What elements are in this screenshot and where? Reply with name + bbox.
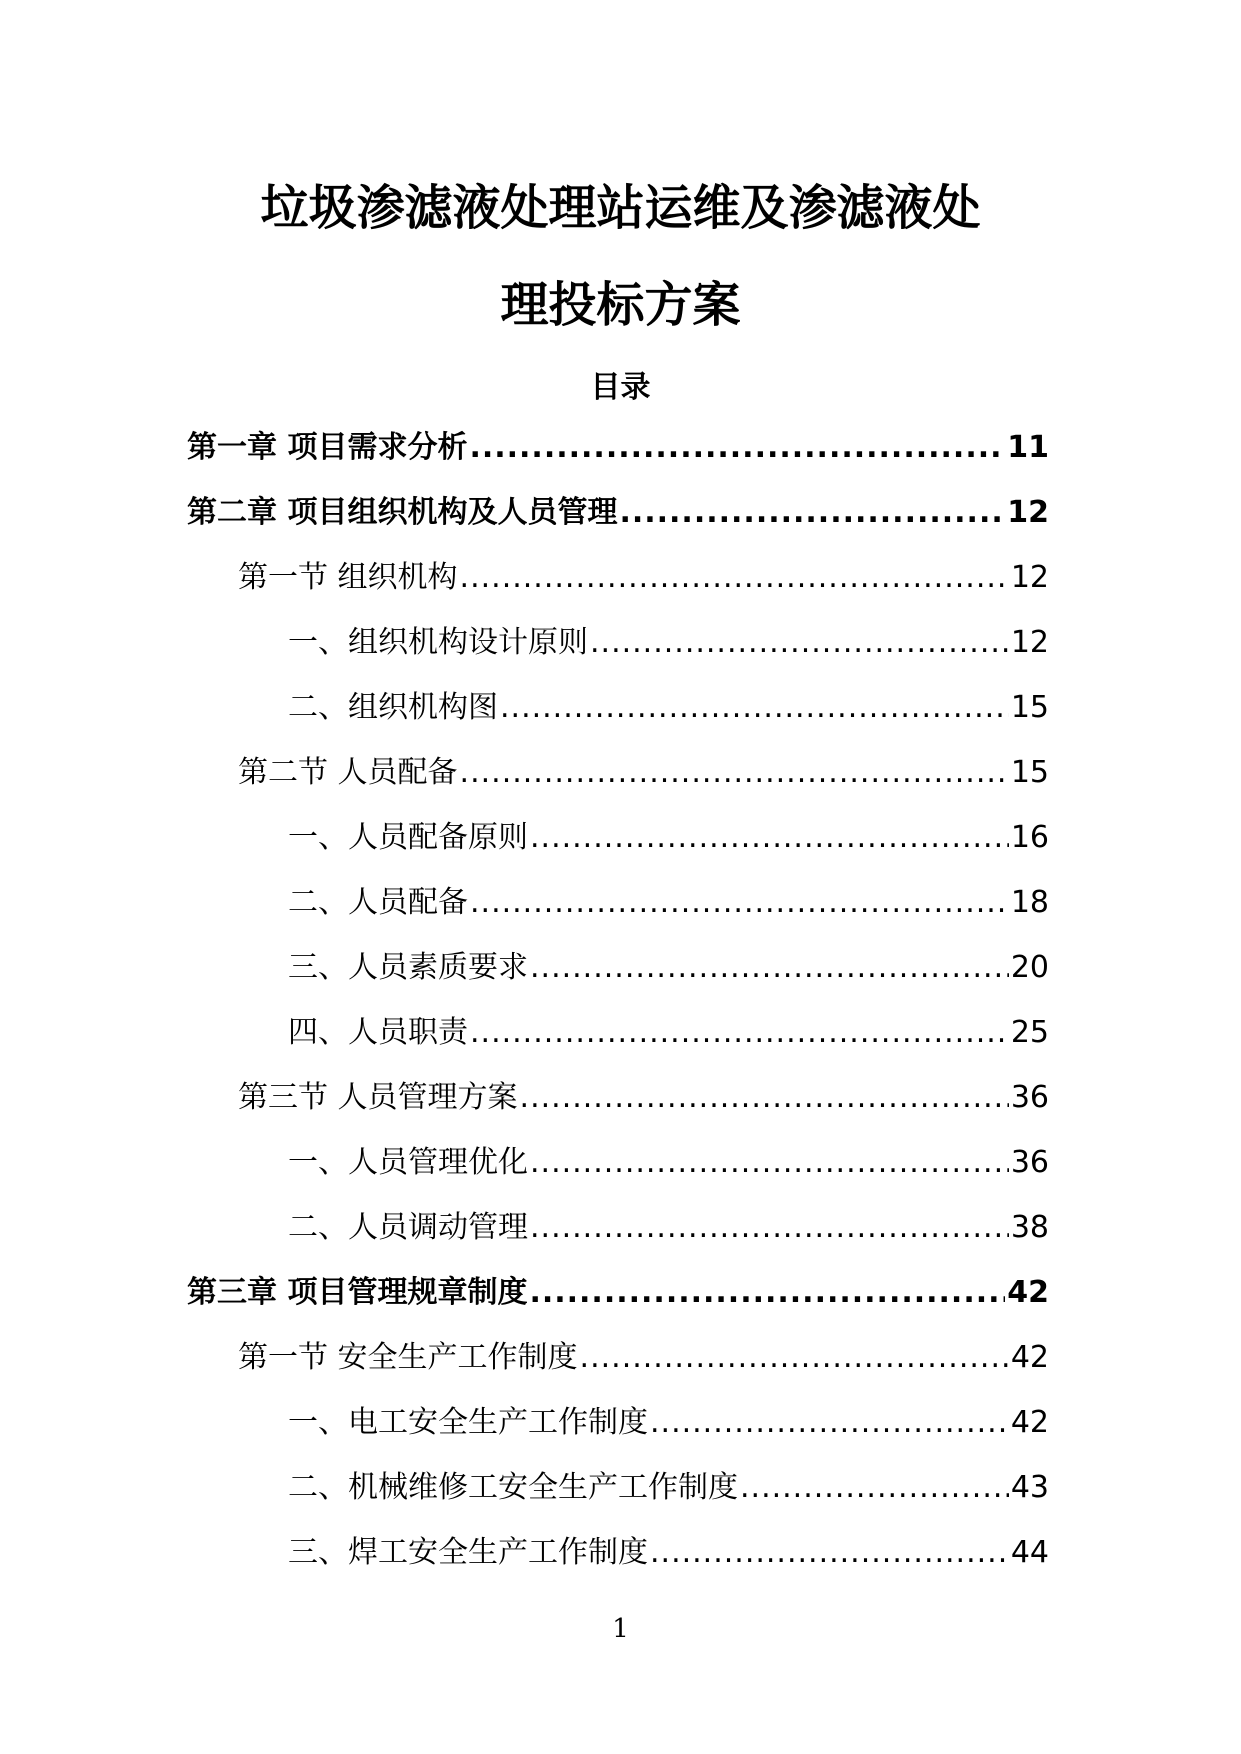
- toc-entry-page: 12: [1010, 560, 1049, 595]
- toc-leader-dots: [580, 1338, 1009, 1378]
- toc-entry-page: 38: [1010, 1210, 1049, 1245]
- toc-leader-dots: [460, 558, 1009, 598]
- toc-entry[interactable]: [187, 428, 1049, 493]
- toc-entry-page: 18: [1010, 885, 1049, 920]
- toc-entry-label: 一、人员管理优化: [288, 1145, 528, 1180]
- toc-entry-label: 一、电工安全生产工作制度: [288, 1405, 648, 1440]
- toc-entry[interactable]: [288, 1468, 1049, 1533]
- toc-entry-label: 第一节 组织机构: [238, 560, 458, 595]
- toc-leader-dots: [530, 1143, 1009, 1183]
- toc-leader-dots: [650, 1533, 1009, 1573]
- toc-entry-label: 第三章 项目管理规章制度: [187, 1275, 528, 1310]
- toc-leader-dots: [529, 1273, 1005, 1313]
- toc-leader-dots: [619, 493, 1005, 533]
- toc-leader-dots: [530, 948, 1009, 988]
- toc-entry-page: 42: [1007, 1275, 1049, 1310]
- toc-entry-label: 第三节 人员管理方案: [238, 1080, 518, 1115]
- toc-entry[interactable]: [187, 1273, 1049, 1338]
- toc-entry-page: 36: [1010, 1145, 1049, 1180]
- toc-leader-dots: [530, 818, 1009, 858]
- toc-entry-page: 12: [1007, 495, 1049, 530]
- toc-leader-dots: [530, 1208, 1009, 1248]
- toc-entry-label: 第一章 项目需求分析: [187, 430, 468, 465]
- toc-entry[interactable]: [288, 1208, 1049, 1273]
- toc-leader-dots: [740, 1468, 1009, 1508]
- document-title-line-1: 垃圾渗滤液处理站运维及渗滤液处: [260, 180, 981, 236]
- toc-entry-page: 44: [1010, 1535, 1049, 1570]
- toc-entry-page: 15: [1010, 755, 1049, 790]
- toc-entry-page: 43: [1010, 1470, 1049, 1505]
- document-title-line-2: 理投标方案: [500, 277, 741, 333]
- toc-entry[interactable]: [238, 753, 1049, 818]
- toc-entry[interactable]: [288, 688, 1049, 753]
- toc-entry-label: 三、人员素质要求: [288, 950, 528, 985]
- toc-entry-page: 42: [1010, 1405, 1049, 1440]
- toc-leader-dots: [650, 1403, 1009, 1443]
- toc-entry[interactable]: [238, 558, 1049, 623]
- toc-entry-label: 第二节 人员配备: [238, 755, 458, 790]
- toc-entry-label: 一、组织机构设计原则: [288, 625, 588, 660]
- toc-entry[interactable]: [238, 1338, 1049, 1403]
- toc-leader-dots: [470, 1013, 1009, 1053]
- toc-entry-page: 25: [1010, 1015, 1049, 1050]
- toc-entry-label: 二、人员配备: [288, 885, 468, 920]
- toc-leader-dots: [470, 883, 1009, 923]
- toc-entry-page: 12: [1010, 625, 1049, 660]
- toc-entry-label: 二、组织机构图: [288, 690, 498, 725]
- toc-entry[interactable]: [288, 1013, 1049, 1078]
- toc-entry-label: 第一节 安全生产工作制度: [238, 1340, 578, 1375]
- toc-entry[interactable]: [288, 948, 1049, 1013]
- toc-entry[interactable]: [288, 883, 1049, 948]
- toc-entry-page: 15: [1010, 690, 1049, 725]
- toc-entry[interactable]: [288, 1143, 1049, 1208]
- toc-entry[interactable]: [288, 1533, 1049, 1598]
- toc-leader-dots: [500, 688, 1009, 728]
- toc-entry-page: 11: [1007, 430, 1049, 465]
- toc-entry-page: 42: [1010, 1340, 1049, 1375]
- toc-leader-dots: [460, 753, 1009, 793]
- toc-entry[interactable]: [187, 493, 1049, 558]
- toc-entry-label: 三、焊工安全生产工作制度: [288, 1535, 648, 1570]
- toc-leader-dots: [469, 428, 1005, 468]
- page-number: 1: [612, 1614, 629, 1644]
- toc-leader-dots: [520, 1078, 1009, 1118]
- toc-entry[interactable]: [238, 1078, 1049, 1143]
- toc-entry[interactable]: [288, 623, 1049, 688]
- toc-entry-label: 二、人员调动管理: [288, 1210, 528, 1245]
- toc-heading: 目录: [590, 370, 651, 405]
- toc-entry-label: 第二章 项目组织机构及人员管理: [187, 495, 618, 530]
- toc-entry[interactable]: [288, 818, 1049, 883]
- toc-entry-page: 16: [1010, 820, 1049, 855]
- toc-entry-label: 四、人员职责: [288, 1015, 468, 1050]
- toc-entry-page: 20: [1010, 950, 1049, 985]
- toc-entry-page: 36: [1010, 1080, 1049, 1115]
- toc-leader-dots: [590, 623, 1009, 663]
- toc-entry-label: 一、人员配备原则: [288, 820, 528, 855]
- toc-entry[interactable]: [288, 1403, 1049, 1468]
- toc-entry-label: 二、机械维修工安全生产工作制度: [288, 1470, 738, 1505]
